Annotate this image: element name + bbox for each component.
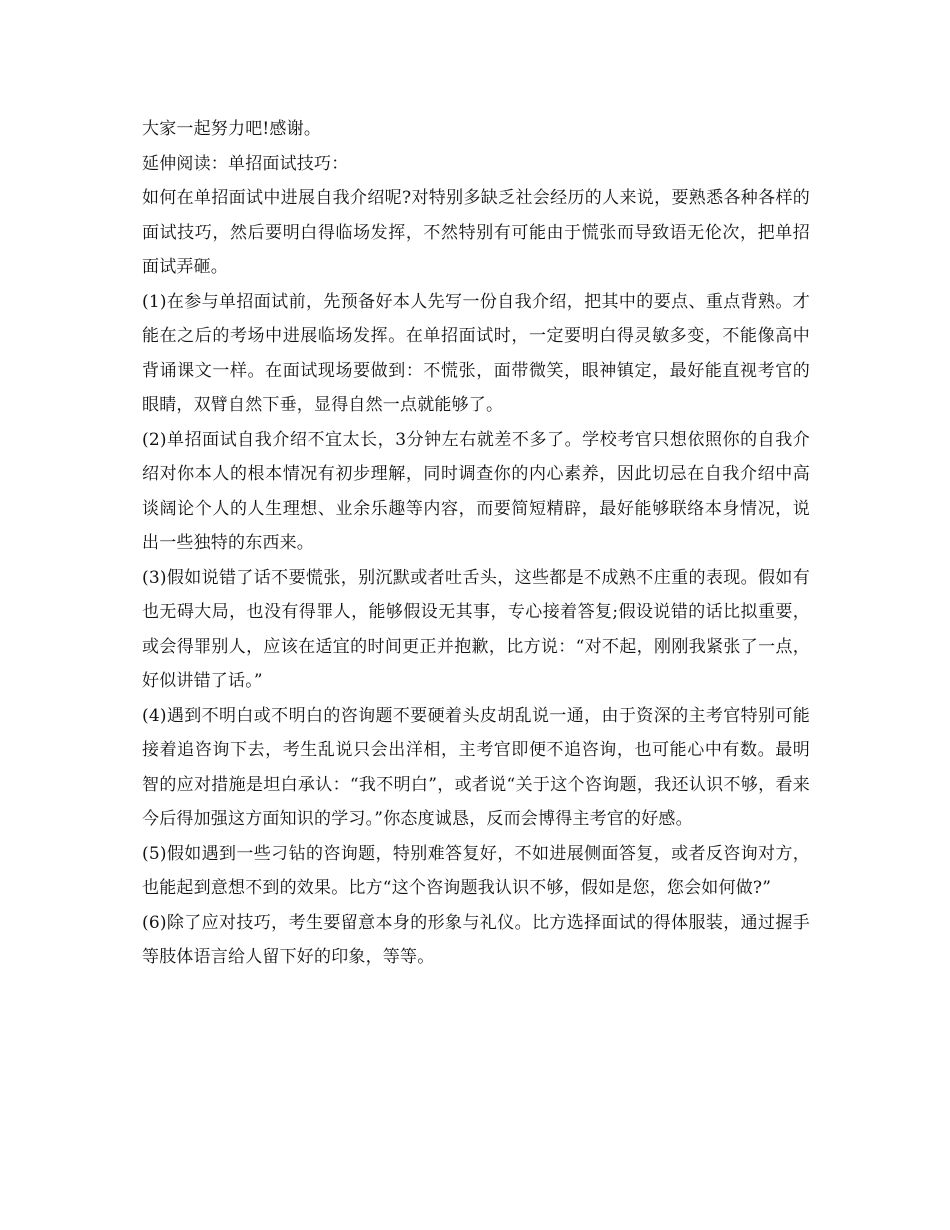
tip-4-paragraph: (4)遇到不明白或不明白的咨询题不要硬着头皮胡乱说一通，由于资深的主考官特别可能接着追咨询下去，考生乱说只会出洋相，主考官即便不追咨询，也可能心中有数。最明智的应对措施是坦白承认：“我不明白”，或者说“关于这个咨询题，我还认识不够，看来今后得加强这方面知识的学习。”你态度诚恳，反而会博得主考官的好感。: [142, 705, 810, 829]
tip-3-paragraph: (3)假如说错了话不要慌张，别沉默或者吐舌头，这些都是不成熟不庄重的表现。假如有也无碍大局，也没有得罪人，能够假设无其事，专心接着答复;假设说错的话比拟重要，或会得罪别人，应该在适宜的时间更正并抱歉，比方说：“对不起，刚刚我紧张了一点，好似讲错了话。”: [142, 567, 810, 691]
document-body: [142, 112, 810, 975]
extended-reading-heading: 延伸阅读：单招面试技巧：: [142, 153, 349, 174]
intro-paragraph: 如何在单招面试中进展自我介绍呢?对特别多缺乏社会经历的人来说，要熟悉各种各样的面试技巧，然后要明白得临场发挥，不然特别有可能由于慌张而导致语无伦次，把单招面试弄砸。: [142, 188, 810, 277]
closing-line: 大家一起努力吧!感谢。: [142, 119, 322, 139]
tip-5-paragraph: (5)假如遇到一些刁钻的咨询题，特别难答复好，不如进展侧面答复，或者反咨询对方，也能起到意想不到的效果。比方“这个咨询题我认识不够，假如是您，您会如何做?”: [142, 843, 810, 898]
tip-6-paragraph: (6)除了应对技巧，考生要留意本身的形象与礼仪。比方选择面试的得体服装，通过握手等肢体语言给人留下好的印象，等等。: [142, 912, 810, 967]
tip-2-paragraph: (2)单招面试自我介绍不宜太长，3分钟左右就差不多了。学校考官只想依照你的自我介绍对你本人的根本情况有初步理解，同时调查你的内心素养，因此切忌在自我介绍中高谈阔论个人的人生理想、业余乐趣等内容，而要简短精辟，最好能够联络本身情况，说出一些独特的东西来。: [142, 429, 810, 553]
tip-1-paragraph: (1)在参与单招面试前，先预备好本人先写一份自我介绍，把其中的要点、重点背熟。才能在之后的考场中进展临场发挥。在单招面试时，一定要明白得灵敏多变，不能像高中背诵课文一样。在面试现场要做到：不慌张，面带微笑，眼神镇定，最好能直视考官的眼睛，双臂自然下垂，显得自然一点就能够了。: [142, 291, 810, 415]
